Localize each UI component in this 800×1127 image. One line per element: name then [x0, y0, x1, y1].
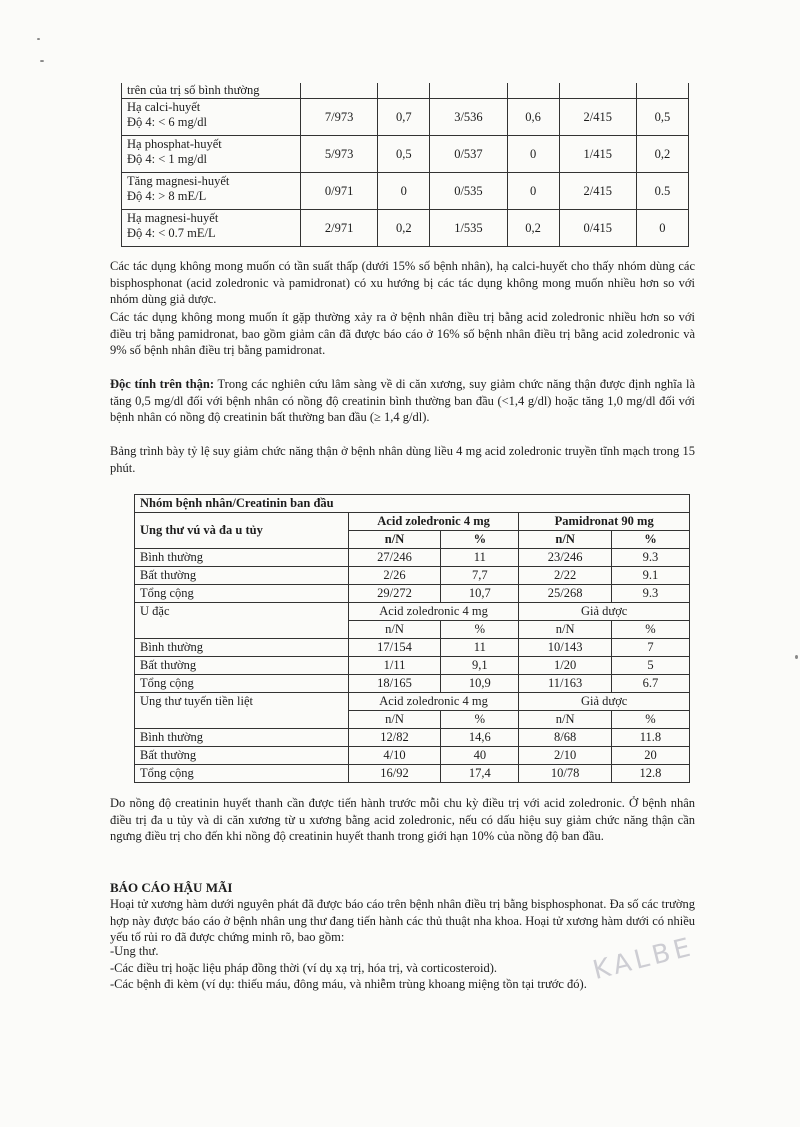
- table-row: [135, 657, 690, 675]
- row-label: [122, 173, 301, 210]
- table-cell: 0: [636, 210, 688, 247]
- paragraph-uncommon-effects: Các tác dụng không mong muốn ít gặp thường xảy ra ở bệnh nhân điều trị bằng acid zoledronic nhiều hơn so với điều trị bằng pamidronat, bao gồm giảm cân đã được báo cáo ở 16% số bệnh nhân điều trị bằng acid zoledronic và 9% số bệnh nhân điều trị bằng pamidronat.: [110, 310, 695, 357]
- table-row: [135, 747, 690, 765]
- table-row: [135, 567, 690, 585]
- lab-abnormality-table: [121, 83, 689, 247]
- row-label: Bất thường: [135, 567, 349, 585]
- column-header-drug: Acid zoledronic 4 mg: [348, 603, 519, 621]
- table-row: [135, 675, 690, 693]
- section-title: U đặc: [135, 603, 349, 639]
- row-label: Tổng cộng: [135, 765, 349, 783]
- table-cell: 40: [441, 747, 519, 765]
- empty-cell: [301, 83, 378, 99]
- table-cell: 10,7: [441, 585, 519, 603]
- table-cell: 9.3: [611, 549, 689, 567]
- table-cell: 1/20: [519, 657, 612, 675]
- table-cell: 11: [441, 639, 519, 657]
- column-header-percent: %: [611, 531, 689, 549]
- column-header-count: n/N: [519, 621, 612, 639]
- section-heading: BÁO CÁO HẬU MÃI: [110, 880, 233, 895]
- paragraph-table-intro: Bảng trình bày tỷ lệ suy giảm chức năng thận ở bệnh nhân dùng liều 4 mg acid zoledronic truyền tĩnh mạch trong 15 phút.: [110, 444, 695, 475]
- empty-cell: [430, 83, 507, 99]
- table-cell: 4/10: [348, 747, 441, 765]
- column-header-drug: Acid zoledronic 4 mg: [348, 693, 519, 711]
- table-cell: 10/143: [519, 639, 612, 657]
- table-cell: 2/26: [348, 567, 441, 585]
- table-row: [122, 83, 689, 99]
- column-header-count: n/N: [519, 711, 612, 729]
- table-cell: 10,9: [441, 675, 519, 693]
- table-cell: 2/22: [519, 567, 612, 585]
- table-cell: 17/154: [348, 639, 441, 657]
- table-cell: 23/246: [519, 549, 612, 567]
- column-header-percent: %: [611, 621, 689, 639]
- table-cell: 18/165: [348, 675, 441, 693]
- table-row: [122, 210, 689, 247]
- table-cell: 0/971: [301, 173, 378, 210]
- row-label-grade: Độ 4: > 8 mE/L: [127, 189, 207, 203]
- list-item: -Các điều trị hoặc liệu pháp đồng thời (ví dụ xạ trị, hóa trị, và corticosteroid).: [110, 960, 498, 975]
- row-label: [122, 136, 301, 173]
- table-cell: 12/82: [348, 729, 441, 747]
- table-cell: 7,7: [441, 567, 519, 585]
- table-cell: 1/11: [348, 657, 441, 675]
- kalbe-stamp: KALBE: [589, 931, 698, 987]
- table-cell: 0: [507, 136, 559, 173]
- table-cell: 7: [611, 639, 689, 657]
- column-header-percent: %: [441, 711, 519, 729]
- table-cell: 0.5: [636, 173, 688, 210]
- table-cell: 1/535: [430, 210, 507, 247]
- renal-impairment-table: [134, 494, 690, 783]
- table-cell: 2/415: [559, 99, 636, 136]
- table-cell: 11/163: [519, 675, 612, 693]
- table-cell: 7/973: [301, 99, 378, 136]
- empty-cell: [507, 83, 559, 99]
- column-header-count: n/N: [348, 621, 441, 639]
- column-header-drug: Acid zoledronic 4 mg: [348, 513, 519, 531]
- row-label: Bình thường: [135, 549, 349, 567]
- column-header-count: n/N: [348, 531, 441, 549]
- row-label: trên của trị số bình thường: [122, 83, 301, 99]
- table-cell: 25/268: [519, 585, 612, 603]
- list-item: -Các bệnh đi kèm (ví dụ: thiếu máu, đông máu, và nhiễm trùng khoang miệng tồn tại trước đó).: [110, 977, 587, 991]
- scan-speck: [40, 60, 44, 62]
- table-row: [122, 173, 689, 210]
- table-row: [135, 729, 690, 747]
- table-cell: 0/415: [559, 210, 636, 247]
- table-cell: 0: [507, 173, 559, 210]
- list-item: -Ung thư.: [110, 944, 159, 958]
- row-label-grade: Độ 4: < 6 mg/dl: [127, 115, 207, 129]
- row-label: Tổng cộng: [135, 585, 349, 603]
- scan-speck: [37, 38, 40, 40]
- table-cell: 14,6: [441, 729, 519, 747]
- table-cell: 3/536: [430, 99, 507, 136]
- row-label-name: Tăng magnesi-huyết: [127, 174, 230, 188]
- table-cell: 16/92: [348, 765, 441, 783]
- table-row: [122, 136, 689, 173]
- table-cell: 1/415: [559, 136, 636, 173]
- row-label-grade: Độ 4: < 0.7 mE/L: [127, 226, 216, 240]
- paragraph-creatinin-monitoring: Do nồng độ creatinin huyết thanh cần được tiến hành trước mỗi chu kỳ điều trị với acid zoledronic. Ở bệnh nhân điều trị đa u tủy và di căn xương từ u xương bằng acid zoledronic, nếu có dấu hiệu suy giảm chức năng thận cần ngưng điều trị cho đến khi nồng độ creatinin huyết thanh trong giới hạn 10% của nồng độ ban đầu.: [110, 796, 695, 843]
- table-cell: 27/246: [348, 549, 441, 567]
- row-label-name: Hạ calci-huyết: [127, 100, 201, 114]
- table-cell: 0/535: [430, 173, 507, 210]
- table-row: [135, 513, 690, 531]
- row-label: [122, 99, 301, 136]
- table-row: [135, 693, 690, 711]
- table-row: [135, 765, 690, 783]
- table-row: [135, 495, 690, 513]
- section-title: Ung thư vú và đa u tủy: [135, 513, 349, 549]
- row-label: Tổng cộng: [135, 675, 349, 693]
- table-cell: 2/415: [559, 173, 636, 210]
- table-row: [135, 603, 690, 621]
- table-cell: 0,5: [636, 99, 688, 136]
- column-header-percent: %: [441, 531, 519, 549]
- table-cell: 5: [611, 657, 689, 675]
- row-label: [122, 210, 301, 247]
- table-cell: 0,6: [507, 99, 559, 136]
- table-cell: 0,7: [378, 99, 430, 136]
- table-cell: 6.7: [611, 675, 689, 693]
- column-header-comparator: Giả dược: [519, 603, 690, 621]
- table-cell: 11.8: [611, 729, 689, 747]
- table-cell: 9,1: [441, 657, 519, 675]
- empty-cell: [559, 83, 636, 99]
- table-group-header: Nhóm bệnh nhân/Creatinin ban đầu: [135, 495, 690, 513]
- table-row: [135, 639, 690, 657]
- table-cell: 0,2: [507, 210, 559, 247]
- table-cell: 8/68: [519, 729, 612, 747]
- empty-cell: [378, 83, 430, 99]
- table-cell: 5/973: [301, 136, 378, 173]
- column-header-count: n/N: [519, 531, 612, 549]
- row-label: Bất thường: [135, 657, 349, 675]
- table-cell: 9.1: [611, 567, 689, 585]
- paragraph-osteonecrosis: Hoại tử xương hàm dưới nguyên phát đã được báo cáo trên bệnh nhân điều trị bằng bisphosphonat. Đa số các trường hợp này được báo cáo ở bệnh nhân ung thư đang tiến hành các thủ thuật nha khoa. Hoại tử xương hàm dưới có nhiều yếu tố rủi ro đã được chứng minh rõ, bao gồm:: [110, 897, 695, 944]
- table-cell: 0/537: [430, 136, 507, 173]
- column-header-count: n/N: [348, 711, 441, 729]
- table-row: [135, 549, 690, 567]
- table-cell: 2/971: [301, 210, 378, 247]
- table-cell: 11: [441, 549, 519, 567]
- row-label-name: Hạ magnesi-huyết: [127, 211, 219, 225]
- column-header-comparator: Pamidronat 90 mg: [519, 513, 690, 531]
- section-title: Ung thư tuyến tiền liệt: [135, 693, 349, 729]
- paragraph-low-frequency: Các tác dụng không mong muốn có tần suất thấp (dưới 15% số bệnh nhân), hạ calci-huyết cho thấy nhóm dùng các bisphosphonat (acid zoledronic và pamidronat) có xu hướng bị các tác dụng không mong muốn nhiều hơn so với nhóm dùng giả dược.: [110, 259, 695, 306]
- table-row: [122, 99, 689, 136]
- table-cell: 0,2: [636, 136, 688, 173]
- table-cell: 10/78: [519, 765, 612, 783]
- table-cell: 0,2: [378, 210, 430, 247]
- empty-cell: [636, 83, 688, 99]
- row-label: Bình thường: [135, 639, 349, 657]
- column-header-percent: %: [441, 621, 519, 639]
- column-header-percent: %: [611, 711, 689, 729]
- paragraph-renal-toxicity: [110, 376, 695, 426]
- table-cell: 29/272: [348, 585, 441, 603]
- column-header-comparator: Giả dược: [519, 693, 690, 711]
- table-cell: 9.3: [611, 585, 689, 603]
- row-label: Bình thường: [135, 729, 349, 747]
- renal-toxicity-text: Trong các nghiên cứu lâm sàng về di căn xương, suy giảm chức năng thận được định nghĩa là tăng 0,5 mg/dl đối với bệnh nhân có nồng độ creatinin bình thường ban đầu (<1,4 g/dl) hoặc tăng 1,0 mg/dl đối với bệnh nhân có nồng độ creatinin bất thường ban đầu (≥ 1,4 g/dl).: [110, 377, 695, 424]
- renal-toxicity-label: Độc tính trên thận:: [110, 377, 215, 391]
- table-row: [135, 585, 690, 603]
- scan-speck: [795, 655, 798, 659]
- table-cell: 0: [378, 173, 430, 210]
- table-cell: 12.8: [611, 765, 689, 783]
- row-label-name: Hạ phosphat-huyết: [127, 137, 222, 151]
- row-label-grade: Độ 4: < 1 mg/dl: [127, 152, 207, 166]
- table-cell: 20: [611, 747, 689, 765]
- table-cell: 17,4: [441, 765, 519, 783]
- row-label: Bất thường: [135, 747, 349, 765]
- table-cell: 0,5: [378, 136, 430, 173]
- table-cell: 2/10: [519, 747, 612, 765]
